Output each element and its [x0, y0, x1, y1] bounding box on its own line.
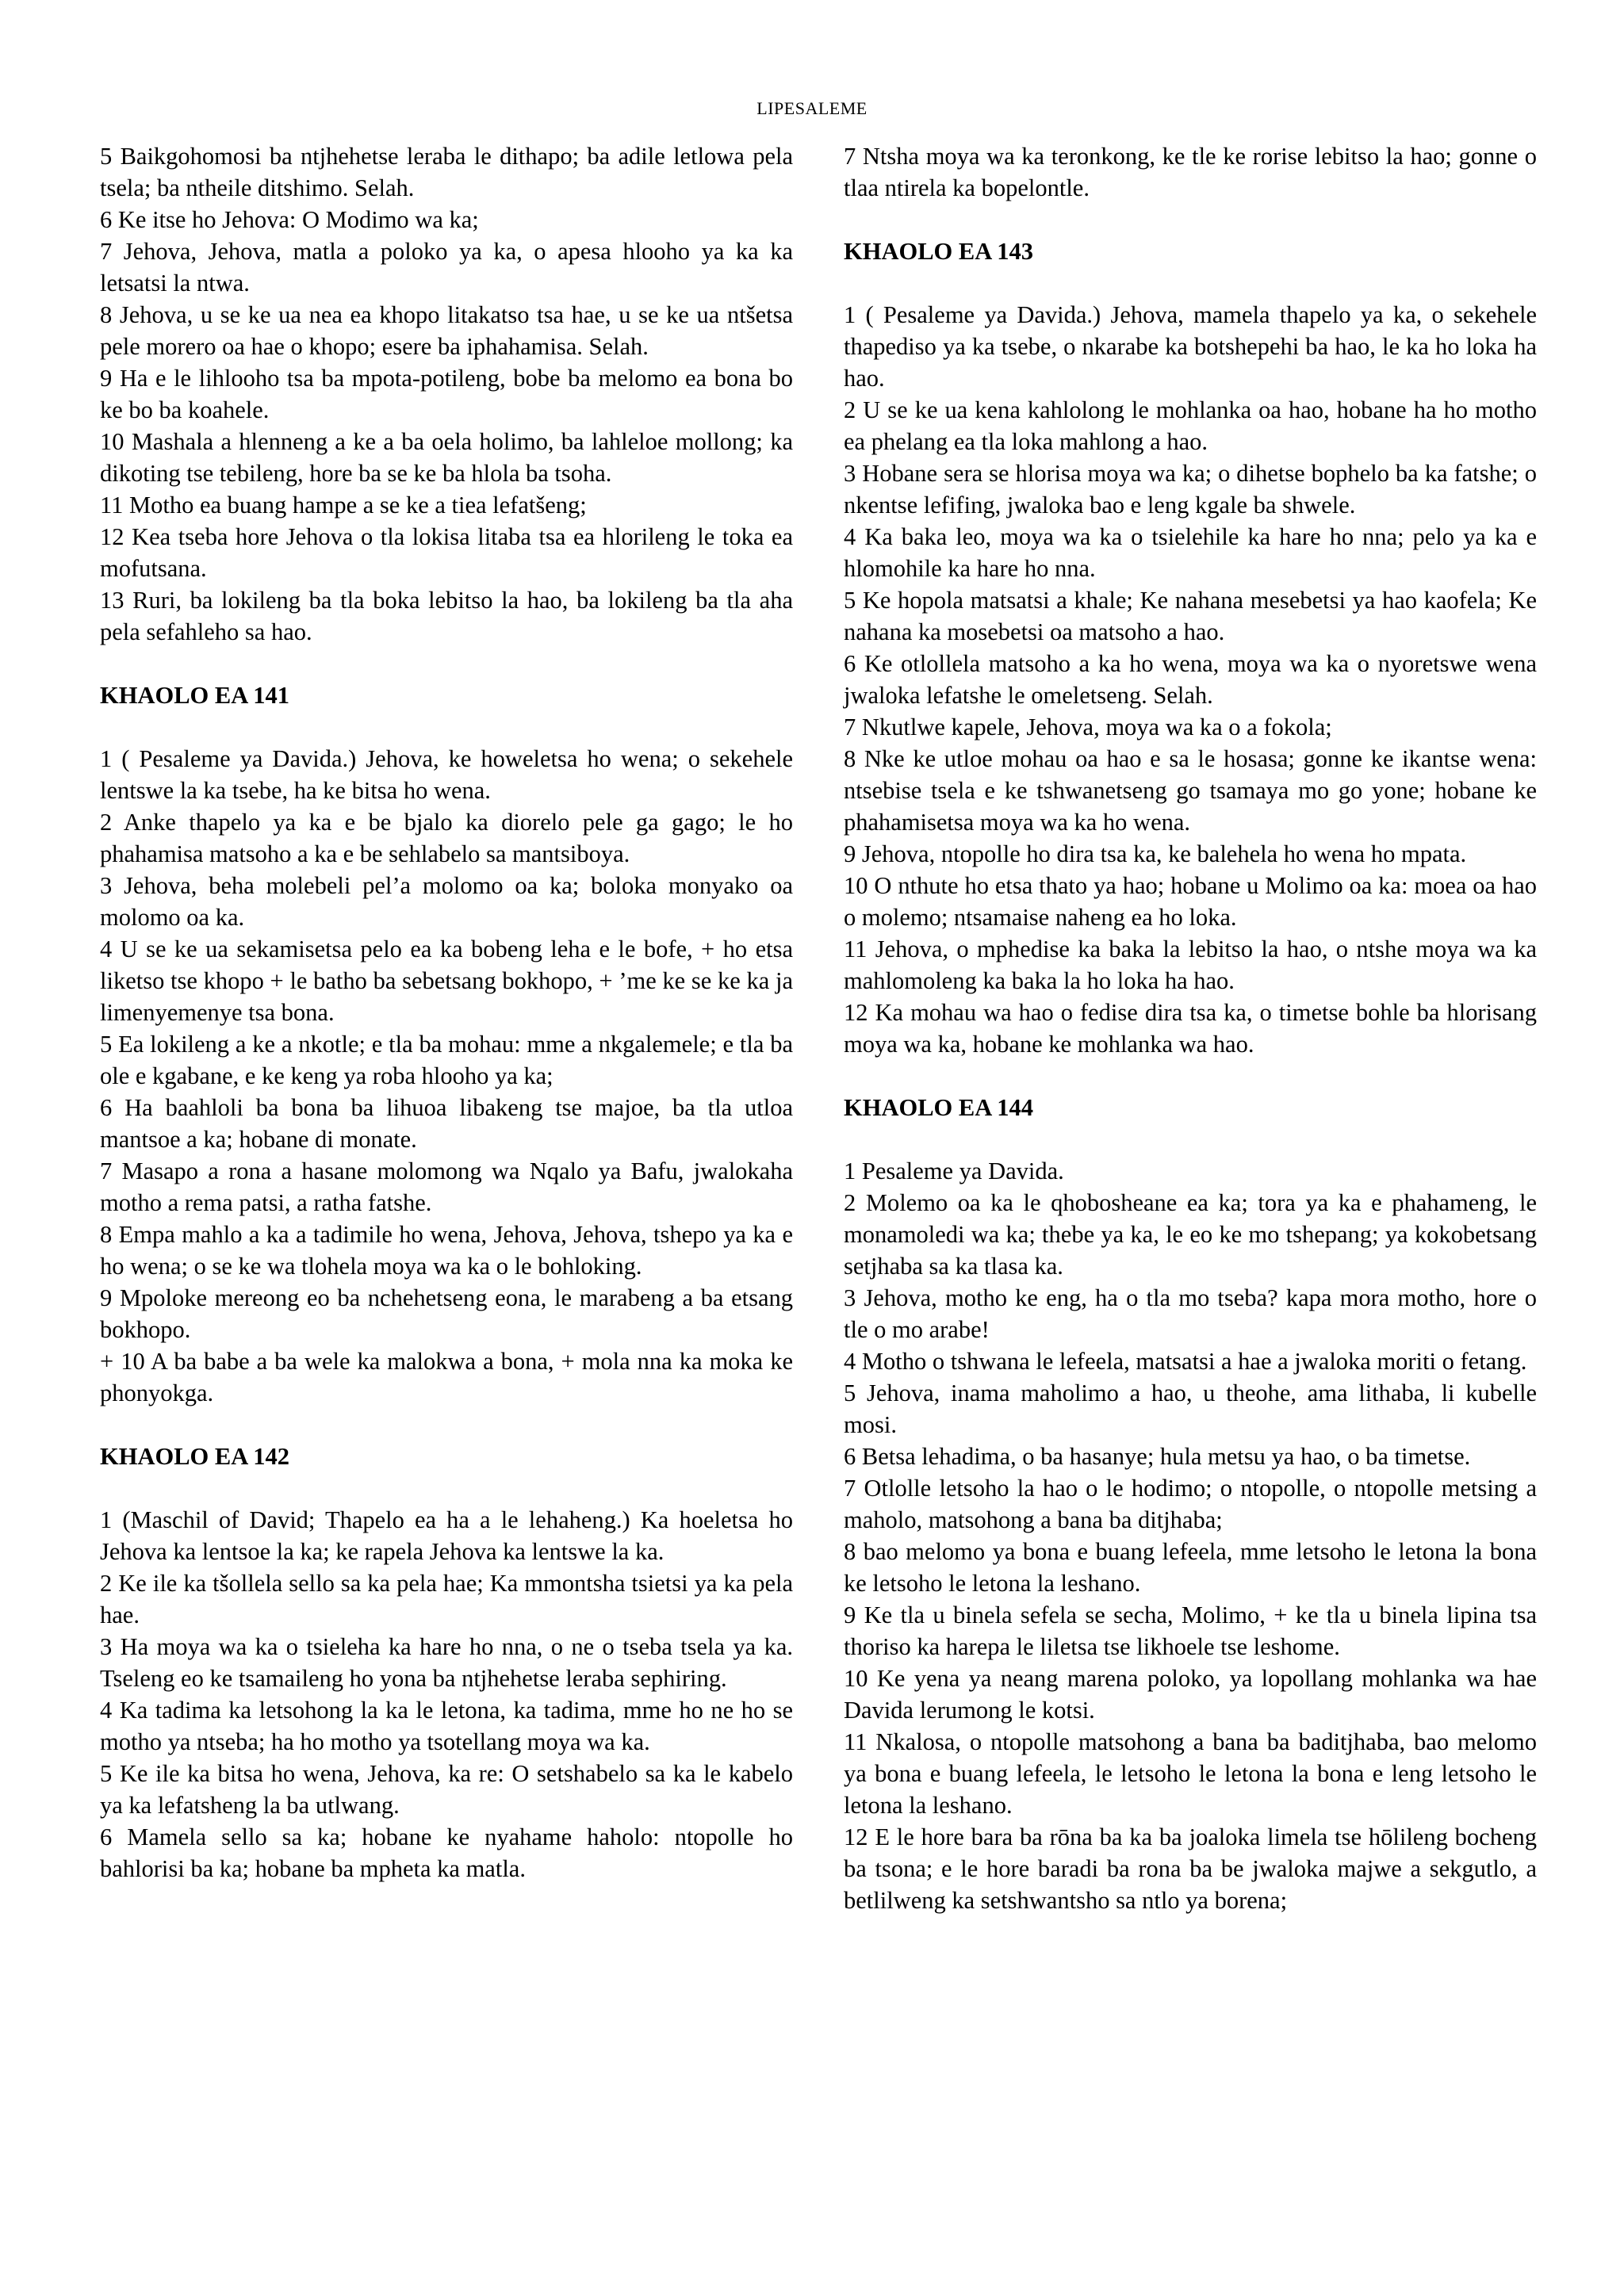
verse: 10 Mashala a hlenneng a ke a ba oela holimo, ba lahleloe mollong; ka dikoting tse tebileng, hore ba se ke ba hlola ba tsoha. [100, 428, 793, 487]
verse: 8 Jehova, u se ke ua nea ea khopo litakatso tsa hae, u se ke ua ntšetsa pele morero oa hae o khopo; esere ba iphahamisa. Selah. [100, 301, 793, 360]
verse: 8 Nke ke utloe mohau oa hao e sa le hosasa; gonne ke ikantse wena: ntsebise tsela e ke tshwanetseng go tsamaya mo go yone; hobane ke phahamisetsa moya wa ka ho wena. [844, 745, 1537, 836]
chapter-heading: KHAOLO EA 143 [844, 238, 1033, 265]
verse: 9 Mpoloke mereong eo ba nchehetseng eona, le marabeng a ba etsang bokhopo. [100, 1284, 793, 1343]
verse: 9 Ha e le lihlooho tsa ba mpota-potileng, bobe ba melomo ea bona bo ke bo ba koahele. [100, 365, 793, 423]
verse: 3 Hobane sera se hlorisa moya wa ka; o dihetse bophelo ba ka fatshe; o nkentse lefifing, jwaloka bao e leng kgale ba shwele. [844, 460, 1537, 519]
verse: 6 Mamela sello sa ka; hobane ke nyahame haholo: ntopolle ho bahlorisi ba ka; hobane ba mpheta ka matla. [100, 1823, 793, 1882]
verse: 7 Masapo a rona a hasane molomong wa Nqalo ya Bafu, jwalokaha motho a rema patsi, a ratha fatshe. [100, 1158, 793, 1216]
verse: 9 Jehova, ntopolle ho dira tsa ka, ke balehela ho wena ho mpata. [844, 840, 1467, 867]
verse: 1 ( Pesaleme ya Davida.) Jehova, ke howeletsa ho wena; o sekehele lentswe la ka tsebe, ha ke bitsa ho wena. [100, 745, 793, 804]
verse: 2 Ke ile ka tšollela sello sa ka pela hae; Ka mmontsha tsietsi ya ka pela hae. [100, 1570, 793, 1628]
verse: 2 Anke thapelo ya ka e be bjalo ka diorelo pele ga gago; le ho phahamisa matsoho a ka e be sehlabelo sa mantsiboya. [100, 809, 793, 867]
verse: 5 Ke hopola matsatsi a khale; Ke nahana mesebetsi ya hao kaofela; Ke nahana ka mosebetsi oa matsoho a hao. [844, 587, 1537, 645]
verse: 12 Kea tseba hore Jehova o tla lokisa litaba tsa ea hlorileng le toka ea mofutsana. [100, 523, 793, 582]
verse: 7 Ntsha moya wa ka teronkong, ke tle ke rorise lebitso la hao; gonne o tlaa ntirela ka bopelontle. [844, 143, 1537, 201]
verse: 1 Pesaleme ya Davida. [844, 1158, 1064, 1184]
chapter-heading: KHAOLO EA 142 [100, 1443, 289, 1470]
verse: 8 Empa mahlo a ka a tadimile ho wena, Jehova, Jehova, tshepo ya ka e ho wena; o se ke wa tlohela moya wa ka o le bohloking. [100, 1221, 793, 1280]
chapter-heading: KHAOLO EA 141 [100, 682, 289, 709]
verse: + 10 A ba babe a ba wele ka malokwa a bona, + mola nna ka moka ke phonyokga. [100, 1348, 793, 1406]
verse: 4 Ka tadima ka letsohong la ka le letona, ka tadima, mme ho ne ho se motho ya ntseba; ha ho motho ya tsotellang moya wa ka. [100, 1697, 793, 1755]
verse: 7 Nkutlwe kapele, Jehova, moya wa ka o a fokola; [844, 714, 1332, 740]
verse: 12 E le hore bara ba rōna ba ka ba joaloka limela tse hōlileng bocheng ba tsona; e le hore baradi ba rona ba be jwaloka majwe a sekgutlo, a betlilweng ka setshwantsho sa ntlo ya borena; [844, 1823, 1537, 1914]
verse: 4 Ka baka leo, moya wa ka o tsielehile ka hare ho nna; pelo ya ka e hlomohile ka hare ho nna. [844, 523, 1537, 582]
verse: 3 Jehova, motho ke eng, ha o tla mo tseba? kapa mora motho, hore o tle o mo arabe! [844, 1284, 1537, 1343]
verse: 5 Jehova, inama maholimo a hao, u theohe, ama lithaba, li kubelle mosi. [844, 1380, 1537, 1438]
verse: 10 O nthute ho etsa thato ya hao; hobane u Molimo oa ka: moea oa hao o molemo; ntsamaise naheng ea ho loka. [844, 872, 1537, 931]
verse: 5 Ea lokileng a ke a nkotle; e tla ba mohau: mme a nkgalemele; e tla ba ole e kgabane, e ke keng ya roba hlooho ya ka; [100, 1031, 793, 1089]
right-column [844, 140, 1537, 1916]
left-column [100, 140, 793, 1885]
verse: 2 U se ke ua kena kahlolong le mohlanka oa hao, hobane ha ho motho ea phelang ea tla loka mahlong a hao. [844, 396, 1537, 455]
verse: 11 Motho ea buang hampe a se ke a tiea lefatšeng; [100, 492, 587, 519]
verse: 6 Ke itse ho Jehova: O Modimo wa ka; [100, 206, 479, 233]
running-head: LIPESALEME [756, 98, 868, 118]
verse: 7 Jehova, Jehova, matla a poloko ya ka, o apesa hlooho ya ka ka letsatsi la ntwa. [100, 238, 793, 297]
verse: 4 U se ke ua sekamisetsa pelo ea ka bobeng leha e le bofe, + ho etsa liketso tse khopo + le batho ba sebetsang bokhopo, + ’me ke se ke ka ja limenyemenye tsa bona. [100, 936, 793, 1026]
verse: 4 Motho o tshwana le lefeela, matsatsi a hae a jwaloka moriti o fetang. [844, 1348, 1527, 1375]
verse: 1 (Maschil of David; Thapelo ea ha a le lehaheng.) Ka hoeletsa ho Jehova ka lentsoe la ka; ke rapela Jehova ka lentswe la ka. [100, 1506, 793, 1565]
verse: 6 Ke otlollela matsoho a ka ho wena, moya wa ka o nyoretswe wena jwaloka lefatshe le omeletseng. Selah. [844, 650, 1537, 709]
verse: 11 Jehova, o mphedise ka baka la lebitso la hao, o ntshe moya wa ka mahlomoleng ka baka la ho loka ha hao. [844, 936, 1537, 994]
verse: 6 Ha baahloli ba bona ba lihuoa libakeng tse majoe, ba tla utloa mantsoe a ka; hobane di monate. [100, 1094, 793, 1153]
verse: 6 Betsa lehadima, o ba hasanye; hula metsu ya hao, o ba timetse. [844, 1443, 1471, 1470]
verse: 5 Baikgohomosi ba ntjhehetse leraba le dithapo; ba adile letlowa pela tsela; ba ntheile ditshimo. Selah. [100, 143, 793, 201]
verse: 1 ( Pesaleme ya Davida.) Jehova, mamela thapelo ya ka, o sekehele thapediso ya ka tsebe, o nkarabe ka botshepehi ba hao, le ka ho loka ha hao. [844, 301, 1537, 392]
verse: 3 Ha moya wa ka o tsieleha ka hare ho nna, o ne o tseba tsela ya ka. Tseleng eo ke tsamaileng ho yona ba ntjhehetse leraba sephiring. [100, 1633, 793, 1692]
chapter-heading: KHAOLO EA 144 [844, 1094, 1033, 1121]
verse: 7 Otlolle letsoho la hao o le hodimo; o ntopolle, o ntopolle metsing a maholo, matsohong a bana ba ditjhaba; [844, 1475, 1537, 1533]
verse: 10 Ke yena ya neang marena poloko, ya lopollang mohlanka wa hae Davida lerumong le kotsi. [844, 1665, 1537, 1724]
verse: 12 Ka mohau wa hao o fedise dira tsa ka, o timetse bohle ba hlorisang moya wa ka, hobane ke mohlanka wa hao. [844, 999, 1537, 1058]
verse: 3 Jehova, beha molebeli pel’a molomo oa ka; boloka monyako oa molomo oa ka. [100, 872, 793, 931]
verse: 13 Ruri, ba lokileng ba tla boka lebitso la hao, ba lokileng ba tla aha pela sefahleho sa hao. [100, 587, 793, 645]
verse: 11 Nkalosa, o ntopolle matsohong a bana ba baditjhaba, bao melomo ya bona e buang lefeela, le letsoho le letona la bona e leng letsoho le letona la leshano. [844, 1728, 1537, 1819]
verse: 8 bao melomo ya bona e buang lefeela, mme letsoho le letona la bona ke letsoho le letona la leshano. [844, 1538, 1537, 1597]
verse: 9 Ke tla u binela sefela se secha, Molimo, + ke tla u binela lipina tsa thoriso ka harepa le liletsa tse likhoele tse leshome. [844, 1601, 1537, 1660]
verse: 2 Molemo oa ka le qhobosheane ea ka; tora ya ka e phahameng, le monamoledi wa ka; thebe ya ka, le eo ke mo tshepang; ya kokobetsang setjhaba sa ka tlasa ka. [844, 1189, 1537, 1280]
verse: 5 Ke ile ka bitsa ho wena, Jehova, ka re: O setshabelo sa ka le kabelo ya ka lefatsheng la ba utlwang. [100, 1760, 793, 1819]
